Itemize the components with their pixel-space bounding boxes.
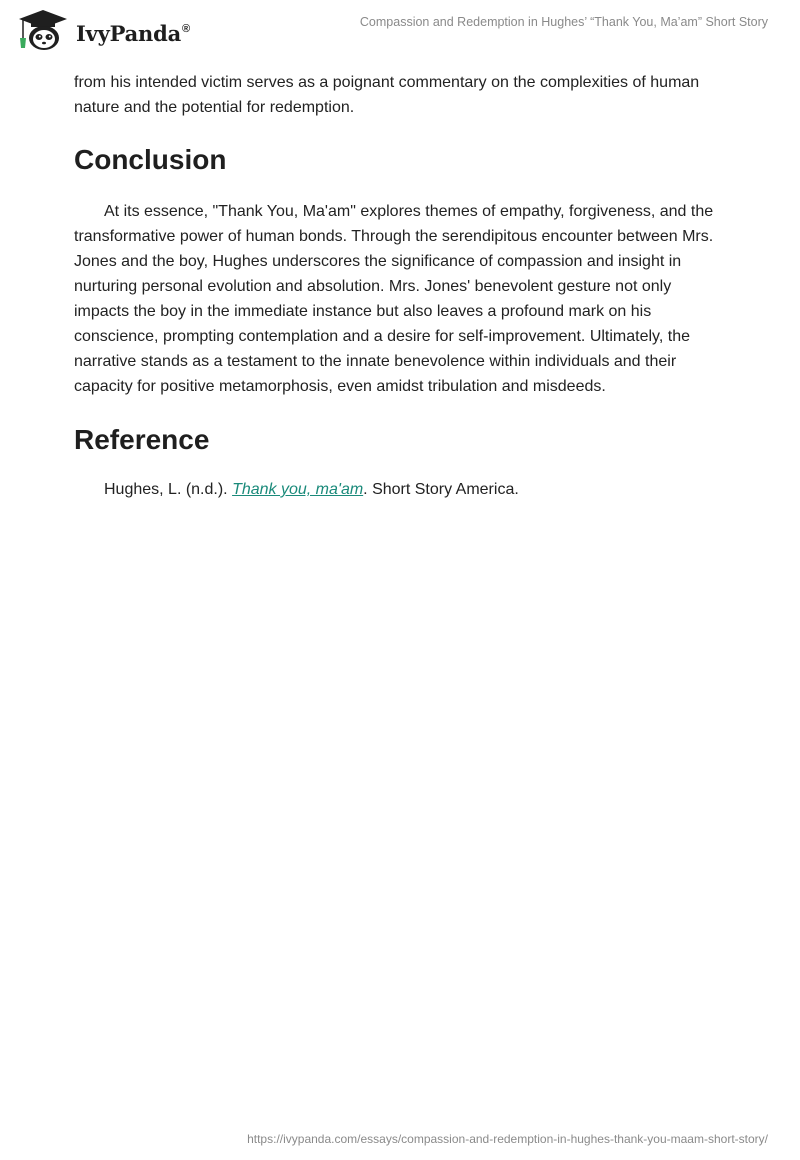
reference-author: Hughes, L. (n.d.). [104, 481, 233, 498]
reference-publisher: . Short Story America. [363, 481, 519, 498]
panda-graduate-icon [16, 8, 70, 52]
brand-name: IvyPanda® [76, 20, 190, 46]
reference-link[interactable]: Thank you, ma'am [232, 481, 364, 498]
page-url: https://ivypanda.com/essays/compassion-and-redemption-in-hughes-thank-you-maam-short-story/ [247, 1132, 768, 1146]
document-title: Compassion and Redemption in Hughes’ “Thank You, Ma’am” Short Story [359, 15, 768, 29]
reference-heading: Reference [74, 424, 210, 455]
reference-entry [74, 477, 729, 502]
essay-body [74, 70, 729, 502]
intro-paragraph: from his intended victim serves as a poignant commentary on the complexities of human nature and the potential for redemption. [74, 74, 700, 116]
conclusion-paragraph: At its essence, "Thank You, Ma'am" explores themes of empathy, forgiveness, and the transformative power of human bonds. Through the serendipitous encounter between Mrs. Jones and the boy, Hughes underscores the significance of compassion and insight in nurturing personal evolution and absolution. Mrs. Jones' benevolent gesture not only impacts the boy in the immediate instance but also leaves a profound mark on his conscience, prompting contemplation and a desire for self-improvement. Ultimately, the narrative stands as a testament to the innate benevolence within individuals and their capacity for positive metamorphosis, even amidst tribulation and misdeeds. [74, 203, 714, 395]
ivypanda-logo[interactable] [16, 8, 190, 52]
page-header [0, 0, 800, 62]
conclusion-heading: Conclusion [74, 144, 227, 175]
